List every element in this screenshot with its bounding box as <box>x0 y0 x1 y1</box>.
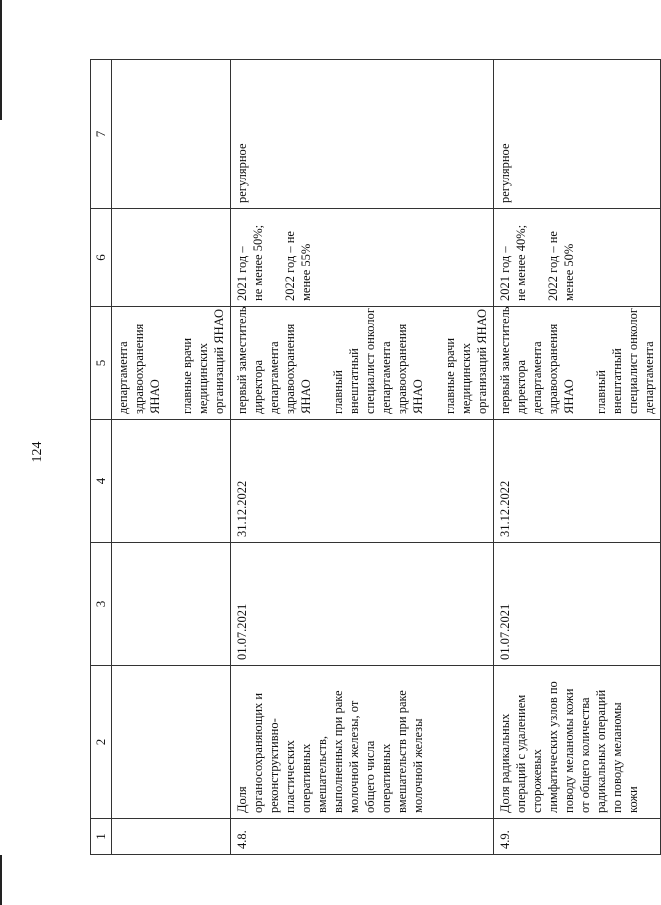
cell-line: внештатный <box>610 348 624 414</box>
rotated-table-wrapper <box>90 60 656 855</box>
cell-line: медицинских <box>196 343 210 414</box>
cell-line: 2021 год – <box>235 246 249 301</box>
cell-line: организаций ЯНАО <box>475 308 489 414</box>
cell-line: реконструктивно- <box>267 718 281 813</box>
start-date-cell: 01.07.2021 <box>231 543 494 666</box>
cell-line: специалист онколог <box>626 308 640 414</box>
scan-edge-mark <box>0 0 2 120</box>
cell-line: департамента <box>116 341 130 414</box>
cell-line: не менее 40%; <box>514 224 528 301</box>
row-number-cell: 4.8. <box>231 819 494 855</box>
table-row <box>112 60 231 855</box>
column-number-cell: 4 <box>91 420 112 543</box>
start-date-cell <box>112 543 231 666</box>
start-date-cell: 01.07.2021 <box>494 543 661 666</box>
cell-line: менее 55% <box>299 243 313 301</box>
cell-line: главный <box>331 370 345 414</box>
cell-line: вмешательств, <box>315 736 329 813</box>
cell-line: вмешательств при раке <box>395 690 409 813</box>
end-date-cell: 31.12.2022 <box>231 420 494 543</box>
cell-line: пластических <box>283 740 297 813</box>
cell-line: 2022 год – не <box>546 231 560 301</box>
cell-line: здравоохранения <box>283 323 297 414</box>
cell-line: Доля радикальных <box>498 713 512 813</box>
column-number-cell: 6 <box>91 209 112 307</box>
indicator-cell <box>231 666 494 819</box>
line-gap <box>529 214 545 301</box>
cell-line: молочной железы, от <box>347 700 361 813</box>
cell-line: департамента <box>642 341 656 414</box>
cell-line: радикальных операций <box>594 689 608 813</box>
cell-line: от общего количества <box>578 697 592 813</box>
indicator-cell <box>112 666 231 819</box>
target-value-cell <box>112 209 231 307</box>
table-row <box>231 60 494 855</box>
cell-line: первый заместитель <box>498 306 512 414</box>
cell-line: директора <box>251 359 265 414</box>
cell-line: ЯНАО <box>562 379 576 414</box>
column-number-cell: 1 <box>91 819 112 855</box>
responsible-cell <box>231 307 494 420</box>
line-gap <box>163 312 179 414</box>
cell-line: 2022 год – не <box>283 231 297 301</box>
cell-line: не менее 50%; <box>251 224 265 301</box>
target-value-cell <box>231 209 494 307</box>
cell-line: главные врачи <box>443 337 457 414</box>
end-date-cell <box>112 420 231 543</box>
scan-edge-mark <box>0 855 2 905</box>
line-gap <box>426 312 442 414</box>
cell-line: департамента <box>267 341 281 414</box>
cell-line: внештатный <box>347 348 361 414</box>
line-gap <box>266 214 282 301</box>
cell-line: департамента <box>530 341 544 414</box>
cell-line: поводу меланомы кожи <box>562 688 576 813</box>
cell-line: оперативных <box>299 743 313 813</box>
cell-line: молочной железы <box>411 718 425 813</box>
measures-table <box>90 59 661 855</box>
target-value-cell <box>494 209 661 307</box>
indicator-cell <box>494 666 661 819</box>
cell-line: по поводу меланомы <box>610 702 624 813</box>
cell-line: общего числа <box>363 740 377 813</box>
end-date-cell: 31.12.2022 <box>494 420 661 543</box>
line-gap <box>314 312 330 414</box>
periodicity-cell <box>112 60 231 209</box>
cell-line: медицинских <box>459 343 473 414</box>
cell-line: здравоохранения <box>395 323 409 414</box>
column-number-cell: 3 <box>91 543 112 666</box>
cell-line: здравоохранения <box>132 323 146 414</box>
cell-line: организаций ЯНАО <box>212 308 226 414</box>
responsible-cell <box>112 307 231 420</box>
cell-line: 2021 год – <box>498 246 512 301</box>
table-row <box>494 60 661 855</box>
cell-line: сторожевых <box>530 749 544 813</box>
page-number: 124 <box>30 441 45 463</box>
column-number-cell: 5 <box>91 307 112 420</box>
cell-line: менее 50% <box>562 243 576 301</box>
cell-line: лимфатических узлов по <box>546 681 560 813</box>
responsible-cell <box>494 307 661 420</box>
cell-line: оперативных <box>379 743 393 813</box>
cell-line: главный <box>594 370 608 414</box>
cell-line: ЯНАО <box>148 379 162 414</box>
cell-line: органосохраняющих и <box>251 692 265 813</box>
cell-line: первый заместитель <box>235 306 249 414</box>
cell-line: главные врачи <box>180 337 194 414</box>
row-number-cell: 4.9. <box>494 819 661 855</box>
column-number-cell: 7 <box>91 60 112 209</box>
cell-line: директора <box>514 359 528 414</box>
cell-line: департамента <box>379 341 393 414</box>
column-number-cell: 2 <box>91 666 112 819</box>
cell-line: операций с удалением <box>514 694 528 813</box>
cell-line: ЯНАО <box>411 379 425 414</box>
cell-line: кожи <box>626 786 640 813</box>
cell-line: Доля <box>235 786 249 813</box>
cell-line: здравоохранения <box>546 323 560 414</box>
cell-line: специалист онколог <box>363 308 377 414</box>
header-row <box>91 60 112 855</box>
cell-line: выполненных при раке <box>331 690 345 813</box>
periodicity-cell: регулярное <box>494 60 661 209</box>
row-number-cell <box>112 819 231 855</box>
cell-line: ЯНАО <box>299 379 313 414</box>
line-gap <box>577 312 593 414</box>
periodicity-cell: регулярное <box>231 60 494 209</box>
